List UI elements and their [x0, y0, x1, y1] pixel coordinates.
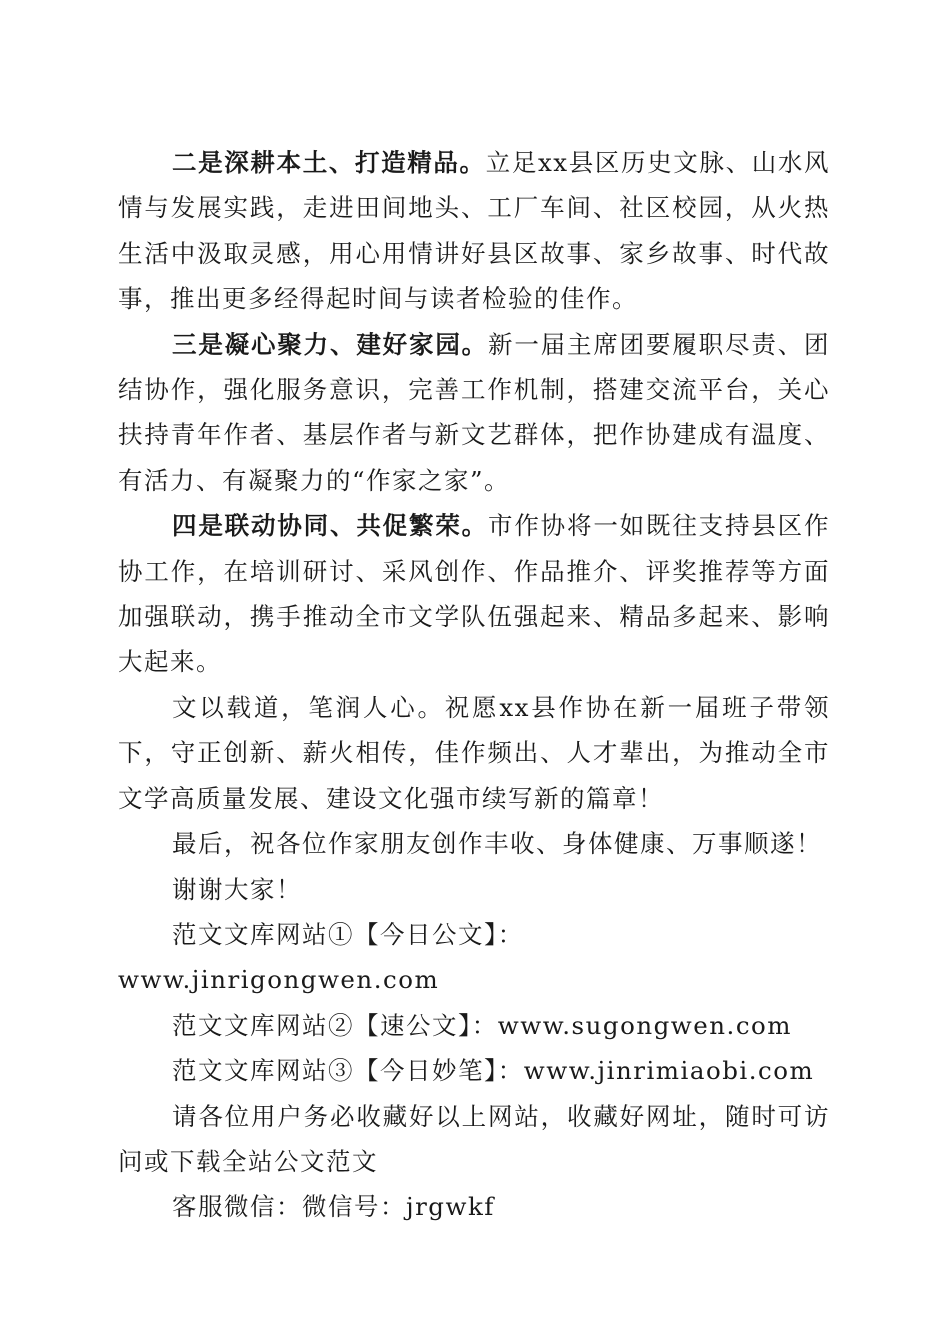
footer-site-link-3: 范文文库网站③【今日妙笔】：www.jinrimiaobi.com — [172, 1056, 815, 1086]
paragraph-body: 文以载道，笔润人心。祝愿xx县作协在新一届班子带领下，守正创新、薪火相传，佳作频出、人才辈出，为推动全市文学高质量发展、建设文化强市续写新的篇章！ — [118, 692, 830, 813]
footer-site-link-1: 范文文库网站①【今日公文】：www.jinrigongwen.com — [118, 919, 524, 995]
paragraph-lead: 二是深耕本土、打造精品。 — [172, 148, 486, 177]
footer-notice: 请各位用户务必收藏好以上网站，收藏好网址，随时可访问或下载全站公文范文 — [118, 1101, 830, 1176]
paragraph-coordination — [118, 503, 830, 685]
paragraph-lead: 三是凝心聚力、建好家园。 — [172, 329, 488, 359]
paragraph-build-home — [118, 322, 830, 504]
paragraph-body: 市作协将一如既往支持县区作协工作，在培训研讨、采风创作、作品推介、评奖推荐等方面加强联动，携手推动全市文学队伍强起来、精品多起来、影响大起来。 — [118, 511, 830, 677]
document-page — [118, 140, 830, 1230]
footer-site-link-2: 范文文库网站②【速公文】：www.sugongwen.com — [172, 1010, 793, 1040]
paragraph-lead: 四是联动协同、共促繁荣。 — [172, 511, 488, 541]
paragraph-blessing — [118, 685, 830, 821]
closing-thanks: 谢谢大家！ — [172, 874, 302, 904]
footer-customer-service: 客服微信：微信号：jrgwkf — [172, 1192, 495, 1222]
closing-wishes: 最后，祝各位作家朋友创作丰收、身体健康、万事顺遂！ — [172, 829, 822, 859]
paragraph-body: 立足xx县区历史文脉、山水风情与发展实践，走进田间地头、工厂车间、社区校园，从火热生活中汲取灵感，用心用情讲好县区故事、家乡故事、时代故事，推出更多经得起时间与读者检验的佳作。 — [118, 148, 831, 314]
paragraph-deep-cultivation — [118, 140, 830, 322]
paragraph-body: 新一届主席团要履职尽责、团结协作，强化服务意识，完善工作机制，搭建交流平台，关心扶持青年作者、基层作者与新文艺群体，把作协建成有温度、有活力、有凝聚力的“作家之家”。 — [118, 329, 830, 495]
